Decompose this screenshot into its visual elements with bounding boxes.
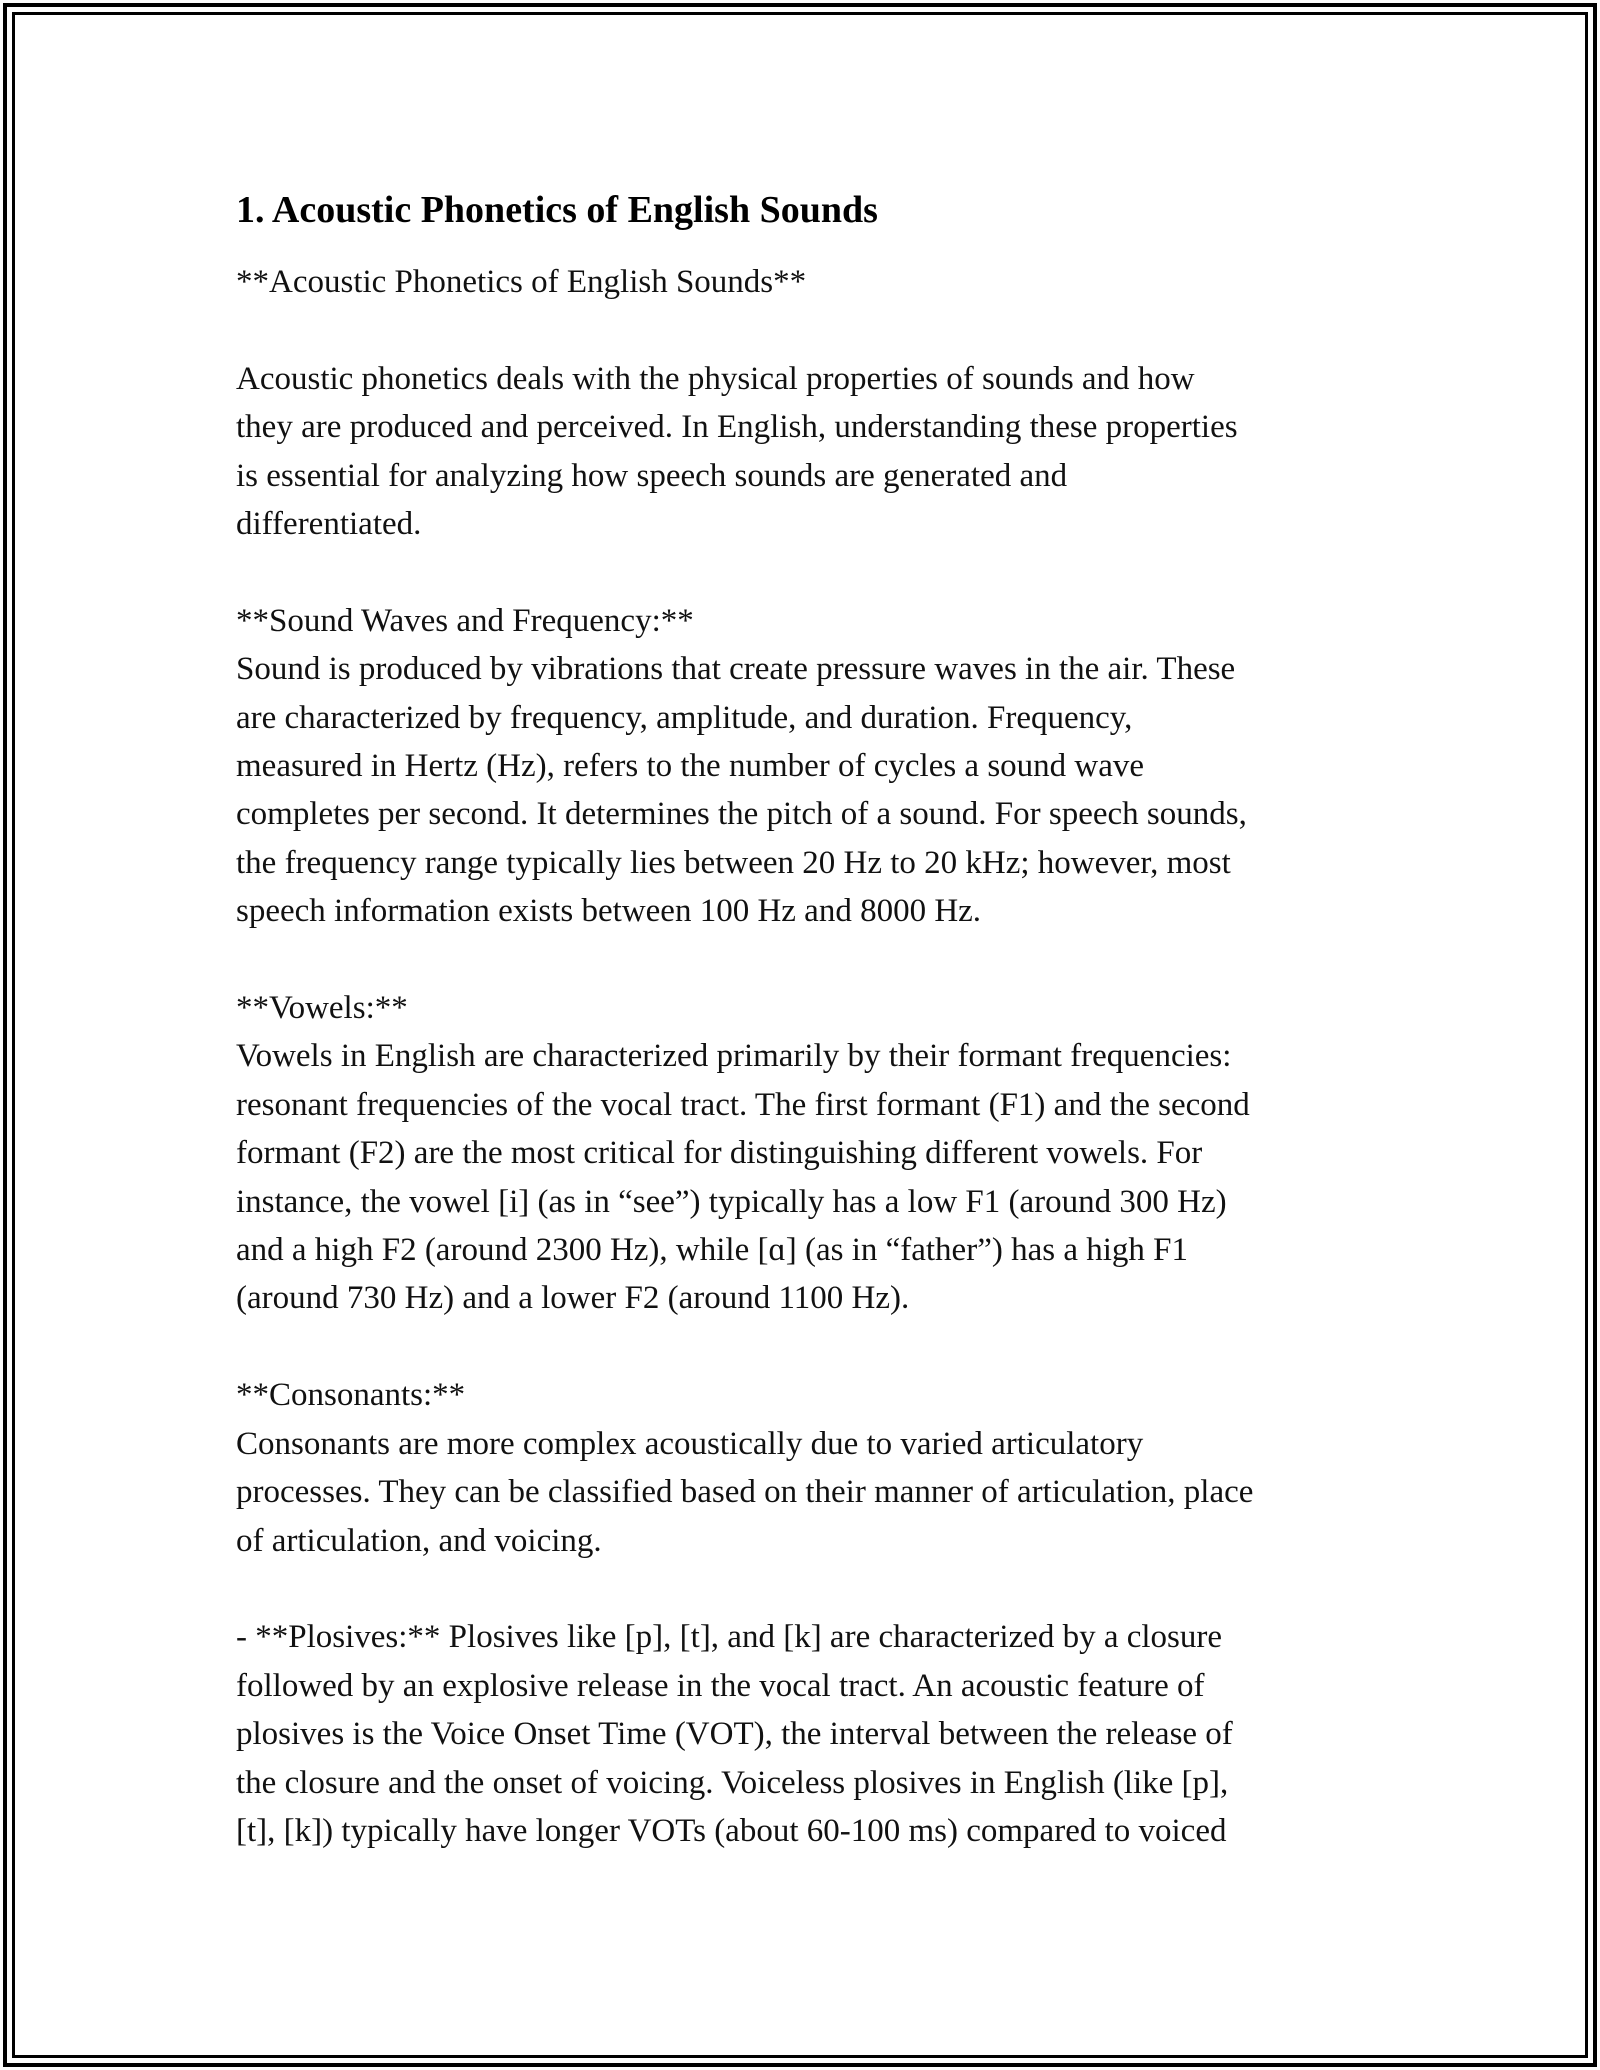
text-line: differentiated. (236, 506, 422, 543)
text-line: Acoustic phonetics deals with the physical properties of sounds and how (236, 360, 1195, 397)
document-body (236, 186, 1386, 1904)
subtitle-paragraph (236, 258, 1386, 306)
text-line: resonant frequencies of the vocal tract. The first formant (F1) and the second (236, 1086, 1250, 1123)
text-line: they are produced and perceived. In English, understanding these properties (236, 409, 1238, 446)
text-line: is essential for analyzing how speech sounds are generated and (236, 457, 1068, 494)
text-line: the closure and the onset of voicing. Voiceless plosives in English (like [p], (236, 1764, 1229, 1801)
text-line: and a high F2 (around 2300 Hz), while [ɑ] (as in “father”) has a high F1 (236, 1232, 1188, 1269)
text-line: of articulation, and voicing. (236, 1522, 602, 1559)
text-line: are characterized by frequency, amplitude, and duration. Frequency, (236, 699, 1133, 736)
text-line: instance, the vowel [i] (as in “see”) typically has a low F1 (around 300 Hz) (236, 1183, 1227, 1220)
subheading-line: **Sound Waves and Frequency:** (236, 602, 694, 639)
subheading-line: **Consonants:** (236, 1377, 466, 1414)
list-item-line: - **Plosives:** Plosives like [p], [t], and [k] are characterized by a closure (236, 1619, 1223, 1656)
text-line: [t], [k]) typically have longer VOTs (about 60-100 ms) compared to voiced (236, 1812, 1227, 1849)
text-line: the frequency range typically lies between 20 Hz to 20 kHz; however, most (236, 844, 1231, 881)
text-line: speech information exists between 100 Hz and 8000 Hz. (236, 893, 982, 930)
paragraph-sound-waves (236, 597, 1386, 936)
paragraph-intro (236, 355, 1386, 549)
text-line: Sound is produced by vibrations that create pressure waves in the air. These (236, 651, 1236, 688)
text-line: completes per second. It determines the pitch of a sound. For speech sounds, (236, 796, 1247, 833)
text-line: plosives is the Voice Onset Time (VOT), the interval between the release of (236, 1716, 1233, 1753)
paragraph-plosives (236, 1613, 1386, 1855)
text-line: processes. They can be classified based on their manner of articulation, place (236, 1474, 1254, 1511)
text-line: Consonants are more complex acoustically due to varied articulatory (236, 1425, 1144, 1462)
text-line: (around 730 Hz) and a lower F2 (around 1100 Hz). (236, 1280, 910, 1317)
text-line: measured in Hertz (Hz), refers to the number of cycles a sound wave (236, 748, 1145, 785)
subtitle-line: **Acoustic Phonetics of English Sounds** (236, 264, 807, 300)
subheading-line: **Vowels:** (236, 990, 408, 1027)
section-title: 1. Acoustic Phonetics of English Sounds (236, 189, 878, 231)
text-line: formant (F2) are the most critical for distinguishing different vowels. For (236, 1135, 1203, 1172)
text-line: Vowels in English are characterized primarily by their formant frequencies: (236, 1038, 1232, 1075)
text-line: followed by an explosive release in the vocal tract. An acoustic feature of (236, 1667, 1205, 1704)
paragraph-vowels (236, 984, 1386, 1323)
document-text (236, 258, 1386, 1855)
paragraph-consonants (236, 1371, 1386, 1565)
